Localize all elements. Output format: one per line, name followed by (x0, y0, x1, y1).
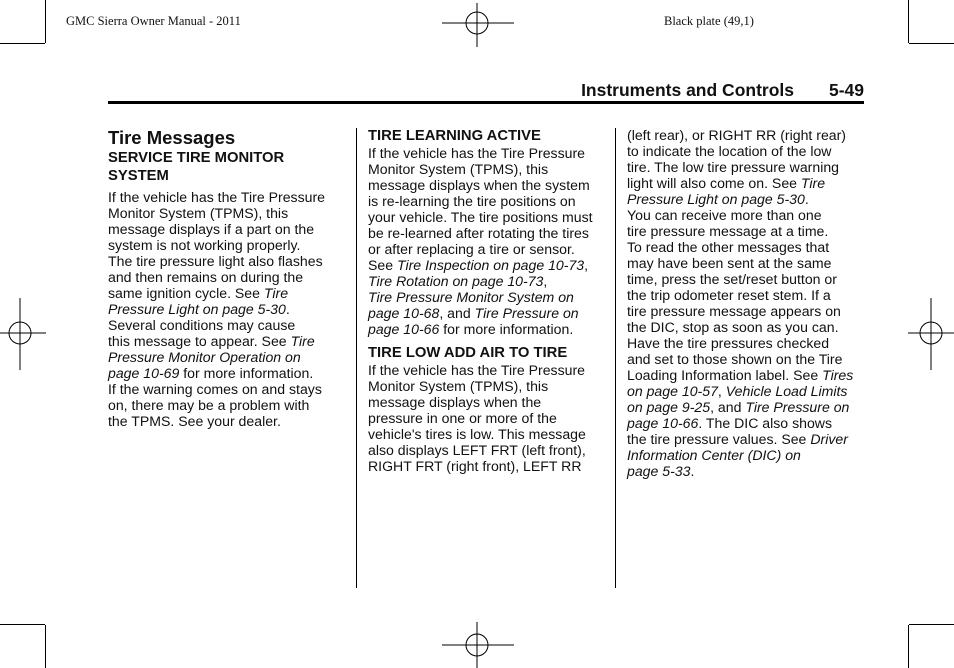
plate-slug: Black plate (49,1) (664, 14, 754, 28)
link-vehicle-load-limits[interactable]: Vehicle Load Limits (725, 383, 848, 399)
link-tires-page[interactable]: on page 10-57 (627, 383, 718, 399)
heading-service-tire-monitor-system: SERVICE TIRE MONITOR SYSTEM (108, 150, 285, 184)
link-tire-rotation[interactable]: Tire Rotation on page 10-73 (368, 273, 544, 289)
link-tire-pressure-light-cont[interactable]: Pressure Light on page 5-30 (108, 301, 286, 317)
link-tire-inspection[interactable]: Tire Inspection on page 10-73 (397, 257, 585, 273)
column-divider-1 (356, 128, 357, 588)
registration-mark-top (442, 3, 514, 47)
column-2 (368, 127, 608, 474)
page-title: Tire Messages (108, 127, 236, 148)
link-tire-pressure-page[interactable]: page 10-66 (368, 321, 440, 337)
link-vehicle-load-limits-page[interactable]: on page 9-25 (627, 399, 711, 415)
running-header (108, 80, 864, 100)
body-tire-low-add-air: If the vehicle has the Tire Pressure Monitor System (TPMS), this message displays when the pressure in one or more of the vehicle's tires is low. This message also displays LEFT FRT (left front), RIGHT FRT (right front), LEFT RR (368, 362, 586, 474)
column-divider-2 (615, 128, 616, 588)
link-tpms-page[interactable]: page 10-68 (368, 305, 440, 321)
link-tires[interactable]: Tires (822, 367, 854, 383)
link-tpms-operation-cont[interactable]: Pressure Monitor Operation on (108, 349, 301, 365)
body-tire-learning-active: If the vehicle has the Tire Pressure Monitor System (TPMS), this message displays when the system is re-learning the tire positions on your vehicle. The tire positions must be re-learned after rotating the tires or after replacing a tire or sensor. See Tire Inspection on page 10-73, Tire Rotation on page 10-73, Tire Pressure Monitor System on page 10-68, and Tire Pressure on page 10-66 for more information. (368, 145, 593, 337)
link-tire-pressure-light-2[interactable]: Tire (800, 175, 826, 191)
link-dic-page[interactable]: page 5-33 (627, 463, 691, 479)
header-rule (108, 101, 864, 104)
link-tire-pressure-light[interactable]: Tire (263, 285, 289, 301)
link-tire-pressure-2[interactable]: Tire Pressure on (745, 399, 850, 415)
column-1 (108, 127, 348, 429)
link-tire-pressure-2-page[interactable]: page 10-66 (627, 415, 699, 431)
link-dic[interactable]: Driver (810, 431, 848, 447)
section-title: Instruments and Controls (581, 80, 794, 100)
body-service-tire-monitor: If the vehicle has the Tire Pressure Monitor System (TPMS), this message displays if a part on the system is not working properly. The tire pressure light also flashes and then remains on during the same ignition cycle. See Tire Pressure Light on page 5-30. Several conditions may cause this message to appear. See Tire Pressure Monitor Operation on page 10-69 for more information. If the warning comes on and stays on, there may be a problem with the TPMS. See your dealer. (108, 189, 325, 429)
registration-mark-right (908, 298, 954, 370)
registration-mark-bottom (442, 622, 514, 668)
body-tire-low-continued: (left rear), or RIGHT RR (right rear) to indicate the location of the low tire. The low tire pressure warning light will also come on. See Tire Pressure Light on page 5-30. You can receive more than one tire pressure message at a time. To read the other messages that may have been sent at the same time, press the set/reset button or the trip odometer reset stem. If a tire pressure message appears on the DIC, stop as soon as you can. Have the tire pressures checked and set to those shown on the Tire Loading Information label. See Tires on page 10-57, Vehicle Load Limits on page 9-25, and Tire Pressure on page 10-66. The DIC also shows the tire pressure values. See Driver Information Center (DIC) on page 5-33. (627, 127, 854, 479)
page-number: 5-49 (828, 80, 864, 100)
link-tpms[interactable]: Tire Pressure Monitor System on (368, 289, 574, 305)
registration-mark-left (0, 298, 46, 370)
link-tire-pressure[interactable]: Tire Pressure on (474, 305, 579, 321)
manual-slug: GMC Sierra Owner Manual - 2011 (66, 14, 241, 28)
column-3 (627, 127, 867, 479)
link-tpms-operation[interactable]: Tire (290, 333, 315, 349)
link-tpms-operation-page[interactable]: page 10-69 (108, 365, 180, 381)
link-dic-cont[interactable]: Information Center (DIC) on (627, 447, 801, 463)
heading-tire-low-add-air: TIRE LOW ADD AIR TO TIRE (368, 345, 568, 361)
link-tire-pressure-light-2-cont[interactable]: Pressure Light on page 5-30 (627, 191, 805, 207)
heading-tire-learning-active: TIRE LEARNING ACTIVE (368, 128, 541, 144)
